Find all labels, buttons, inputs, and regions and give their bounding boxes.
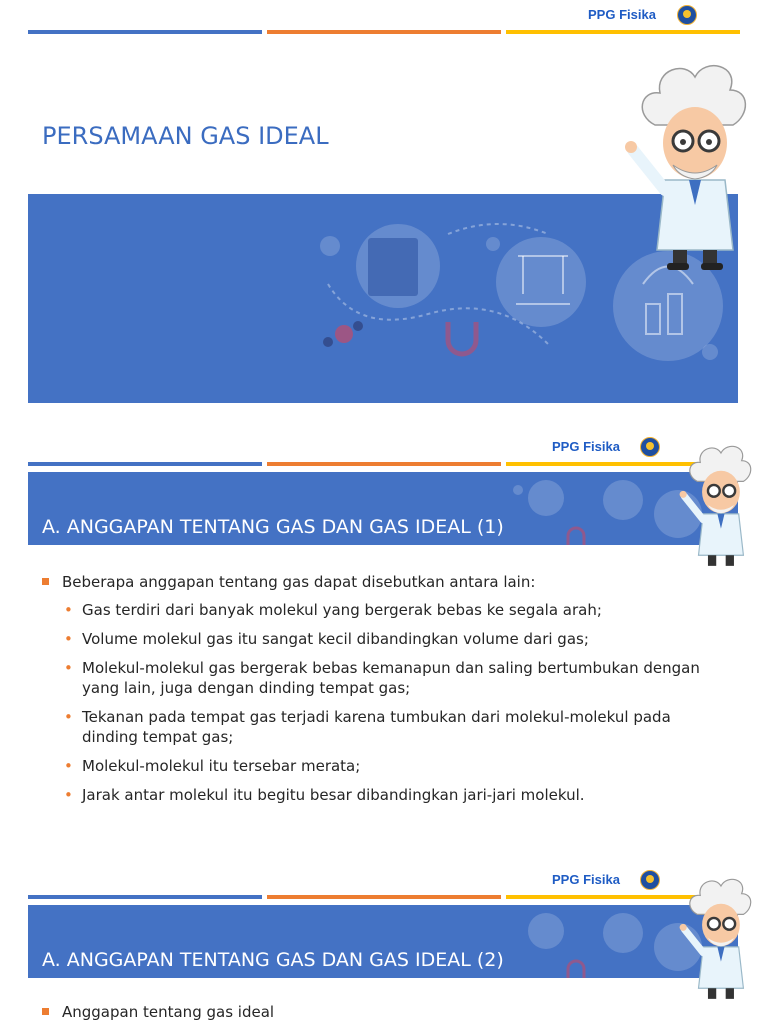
bullet-item: • Molekul-molekul gas bergerak bebas kemanapun dan saling bertumbukan dengan yang lain, juga dengan dinding tempat gas; [40, 658, 730, 698]
stripe-orange [267, 30, 501, 34]
slide-title-text: PERSAMAAN GAS IDEAL [42, 122, 329, 150]
bullet-list [40, 572, 730, 814]
heading-banner [28, 905, 738, 978]
bullet-item: • Jarak antar molekul itu begitu besar dibandingkan jari-jari molekul. [40, 785, 730, 805]
bullet-item: • Volume molekul gas itu sangat kecil dibandingkan volume dari gas; [40, 629, 730, 649]
scientist-mascot-icon [678, 873, 758, 1003]
scientist-mascot-icon [625, 55, 755, 275]
stripe-blue [28, 30, 262, 34]
bullet-list [40, 1002, 274, 1030]
bullet-item: • Molekul-molekul itu tersebar merata; [40, 756, 730, 776]
scientist-mascot-icon [678, 440, 758, 570]
stripe-orange [267, 462, 501, 466]
stripe-yellow [506, 462, 696, 466]
stripe-orange [267, 895, 501, 899]
bullet-intro: Beberapa anggapan tentang gas dapat disebutkan antara lain: [40, 572, 730, 592]
slide-heading: A. ANGGAPAN TENTANG GAS DAN GAS IDEAL (1) [42, 516, 504, 538]
bullet-intro: Anggapan tentang gas ideal [40, 1002, 274, 1022]
stripe-yellow [506, 895, 696, 899]
brand-label: PPG Fisika [552, 872, 620, 887]
kemdikbud-logo-icon [640, 870, 660, 890]
bullet-item: • Gas terdiri dari banyak molekul yang bergerak bebas ke segala arah; [40, 600, 730, 620]
stripe-yellow [506, 30, 740, 34]
kemdikbud-logo-icon [677, 5, 697, 25]
brand-label: PPG Fisika [588, 7, 656, 22]
bullet-item: • Tekanan pada tempat gas terjadi karena tumbukan dari molekul-molekul pada dinding tempat gas; [40, 707, 730, 747]
slide-heading: A. ANGGAPAN TENTANG GAS DAN GAS IDEAL (2) [42, 949, 504, 971]
heading-banner [28, 472, 738, 545]
stripe-blue [28, 462, 262, 466]
slide-title [0, 0, 768, 412]
stripe-blue [28, 895, 262, 899]
kemdikbud-logo-icon [640, 437, 660, 457]
slide-anggapan-2 [0, 865, 768, 1024]
brand-label: PPG Fisika [552, 439, 620, 454]
